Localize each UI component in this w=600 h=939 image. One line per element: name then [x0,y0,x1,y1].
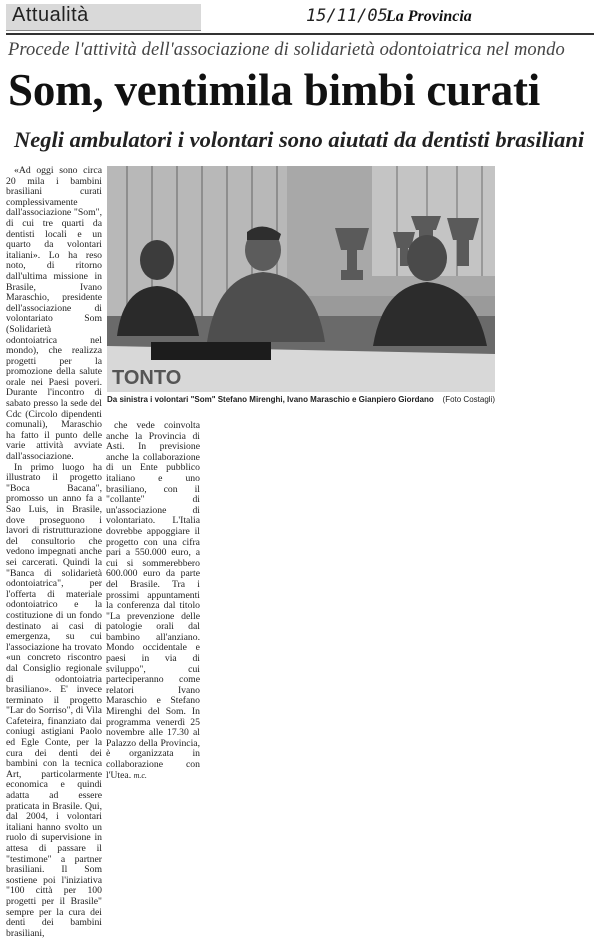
article-overline: Procede l'attività dell'associazione di solidarietà odontoiatrica nel mondo [8,40,565,60]
paragraph-text: che vede coinvolta anche la Provincia di Asti. In previsione anche la collaborazione di un Ente pubblico italiano e uno brasiliano, con il "collante" di un'associazione di volontariato. L'Italia dovrebbe appoggiare il progetto con una cifra pari a 550.000 euro, a cui si sommerebbero 600.000 euro da parte del Brasile. Tra i prossimi appuntamenti la conferenza dal titolo "La prevenzione delle patologie orali dal bambino all'anziano. Mondo occidentale e paesi in via di sviluppo", cui parteciperanno come relatori Ivano Maraschio e Stefano Mirenghi del Som. In programma venerdì 25 novembre alle 17.30 al Palazzo della Provincia, è organizzata in collaborazione con l'Utea. [106,420,200,781]
photo-sign-text: TONTO [112,367,182,389]
section-label: Attualità [12,4,89,26]
article-photo [107,166,495,392]
photo-caption [107,395,495,404]
paragraph: «Ad oggi sono circa 20 mila i bambini brasiliani curati complessivamente dall'associazione "Som", di cui tre quarti da dentisti locali e un quarto da volontari italiani». Lo ha reso noto, di ritorno dall'ultima missione in Brasile, Ivano Maraschio, presidente dell'associazione di volontariato Som (Solidarietà odontoiatrica nel mondo), che realizza progetti per la promozione della salute orale nei Paesi poveri. Durante l'incontro di sabato presso la sede del Cdc (Circolo dipendenti comunali), Maraschio ha fatto il punto delle varie attività avviate dall'associazione. [6,165,102,463]
paragraph [106,421,200,781]
photo-illustration [107,166,495,392]
paragraph: In primo luogo ha illustrato il progetto "Boca Bacana", promosso un anno fa a Sao Luis, in Brasile, dove proseguono i lavori di ristrutturazione del consultorio che vedono impegnati anche sei carcerati. Quindi la "Banca di solidarietà odontoiatrica", per l'offerta di materiale odontoiatrico e la costituzione di un fondo destinato ai casi di emergenza, su cui l'associazione ha trovato «un concreto riscontro dal Consiglio regionale di odontoiatria brasiliano». E' invece terminato il progetto "Lar do Sorriso", di Vila Cafeteira, finanziato dai coniugi astigiani Paolo ed Egle Conte, per la cura dei denti dei bambini con la tecnica Art, particolarmente economica e quindi adatta ad essere praticata in Brasile. Qui, dal 2004, i volontari italiani hanno svolto un ruolo di supervisione in attesa di passare il "testimone" a partner brasiliani. Il Som sostiene poi l'iniziativa "100 città per 100 progetti per il Brasile" sempre per la cura dei denti dei bambini brasiliani, [6,461,102,939]
article-column-2 [106,420,200,781]
handwritten-date: 15/11/05 [306,6,388,26]
caption-text: Da sinistra i volontari "Som" Stefano Mirenghi, Ivano Maraschio e Gianpiero Giordano [107,395,434,404]
article-column-1 [6,165,102,939]
author-initials: m.c. [133,770,147,780]
article-headline: Som, ventimila bimbi curati [8,65,541,115]
photo-credit: (Foto Costagli) [442,395,495,404]
header-rule [6,33,594,35]
newspaper-masthead: La Provincia [386,8,472,25]
article-subheadline: Negli ambulatori i volontari sono aiutati da dentisti brasiliani [14,127,585,152]
